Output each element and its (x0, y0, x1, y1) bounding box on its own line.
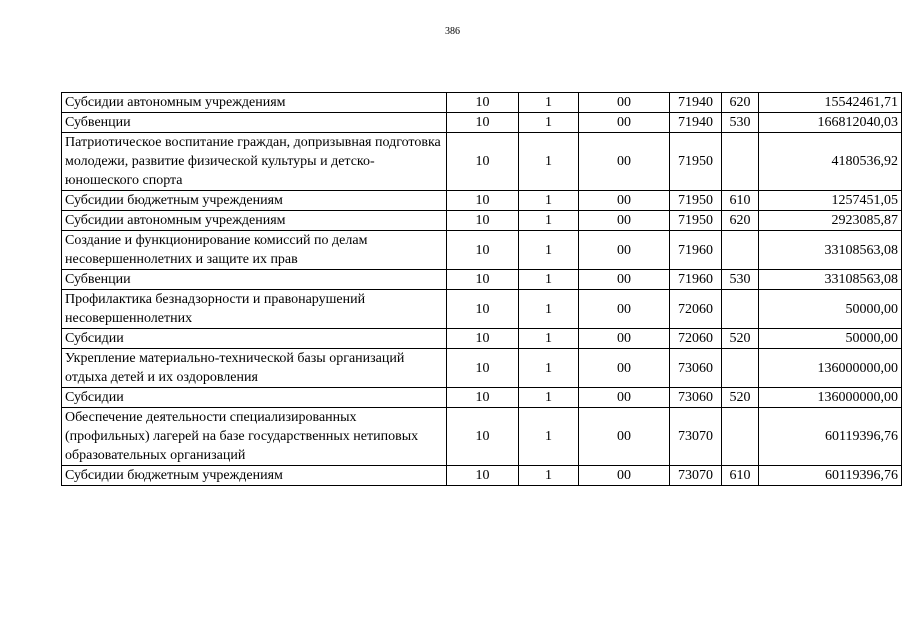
item-name: Субсидии бюджетным учреждениям (65, 468, 283, 483)
expense-type-code: 530 (729, 272, 751, 287)
target-code: 71950 (678, 213, 713, 228)
expense-type-cell (722, 133, 759, 191)
expense-type-cell (722, 270, 759, 290)
subsection-code: 1 (545, 360, 552, 376)
expense-type-code: 520 (729, 390, 751, 405)
program-code-cell (579, 329, 670, 349)
program-code: 00 (617, 115, 631, 130)
target-code-cell (670, 388, 722, 408)
expense-type-cell (722, 113, 759, 133)
item-name-cell (62, 113, 447, 133)
item-name-cell (62, 133, 447, 191)
amount-cell (759, 329, 902, 349)
section-code: 10 (475, 468, 490, 483)
target-code-cell (670, 191, 722, 211)
table-row (62, 113, 902, 133)
expense-type-code: 610 (729, 193, 751, 208)
program-code-cell (579, 388, 670, 408)
amount: 1257451,05 (831, 193, 898, 208)
item-name: Укрепление материально-технической базы организаций отдыха детей и их оздоровления (65, 351, 405, 385)
item-name-cell (62, 290, 447, 329)
target-code-cell (670, 408, 722, 466)
section-code: 10 (475, 301, 490, 317)
subsection-code-cell (519, 113, 579, 133)
section-code-cell (447, 466, 519, 486)
program-code-cell (579, 93, 670, 113)
program-code: 00 (617, 360, 631, 376)
subsection-code-cell (519, 290, 579, 329)
program-code-cell (579, 270, 670, 290)
target-code: 71940 (678, 95, 713, 110)
target-code: 72060 (678, 301, 713, 317)
item-name-cell (62, 329, 447, 349)
expense-type-cell (722, 388, 759, 408)
table-row (62, 211, 902, 231)
section-code-cell (447, 113, 519, 133)
item-name: Профилактика безнадзорности и правонарушений несовершеннолетних (65, 292, 366, 326)
amount: 166812040,03 (817, 115, 898, 130)
section-code-cell (447, 211, 519, 231)
item-name: Патриотическое воспитание граждан, допризывная подготовка молодежи, развитие физической культуры и детско-юношеского спорта (65, 135, 441, 188)
expense-type-cell (722, 211, 759, 231)
program-code: 00 (617, 154, 631, 169)
section-code-cell (447, 388, 519, 408)
target-code-cell (670, 133, 722, 191)
table-row (62, 408, 902, 466)
subsection-code: 1 (545, 390, 552, 405)
program-code: 00 (617, 468, 631, 483)
table-row (62, 290, 902, 329)
target-code: 73060 (678, 360, 713, 376)
expense-type-cell (722, 93, 759, 113)
amount-cell (759, 133, 902, 191)
target-code: 71960 (678, 242, 713, 258)
subsection-code-cell (519, 329, 579, 349)
subsection-code-cell (519, 191, 579, 211)
program-code: 00 (617, 242, 631, 258)
amount-cell (759, 93, 902, 113)
amount-cell (759, 231, 902, 270)
target-code-cell (670, 466, 722, 486)
amount-cell (759, 349, 902, 388)
subsection-code-cell (519, 270, 579, 290)
amount-cell (759, 388, 902, 408)
section-code: 10 (475, 429, 490, 444)
subsection-code: 1 (545, 272, 552, 287)
target-code-cell (670, 113, 722, 133)
program-code: 00 (617, 301, 631, 317)
subsection-code-cell (519, 211, 579, 231)
subsection-code: 1 (545, 193, 552, 208)
expense-type-cell (722, 329, 759, 349)
amount: 136000000,00 (817, 390, 898, 405)
program-code-cell (579, 113, 670, 133)
expense-type-cell (722, 290, 759, 329)
program-code: 00 (617, 429, 631, 444)
section-code-cell (447, 93, 519, 113)
target-code-cell (670, 270, 722, 290)
subsection-code-cell (519, 466, 579, 486)
amount: 4180536,92 (831, 154, 898, 169)
program-code-cell (579, 211, 670, 231)
subsection-code-cell (519, 388, 579, 408)
page-number: 386 (445, 26, 460, 37)
item-name: Субвенции (65, 272, 131, 287)
budget-table (61, 92, 902, 486)
program-code: 00 (617, 272, 631, 287)
program-code-cell (579, 408, 670, 466)
section-code: 10 (475, 272, 490, 287)
item-name: Субсидии автономным учреждениям (65, 95, 286, 110)
target-code-cell (670, 93, 722, 113)
item-name-cell (62, 349, 447, 388)
target-code: 73070 (678, 429, 713, 444)
section-code-cell (447, 408, 519, 466)
table-row (62, 133, 902, 191)
target-code: 72060 (678, 331, 713, 346)
amount: 15542461,71 (824, 95, 898, 110)
amount: 33108563,08 (824, 272, 898, 287)
section-code-cell (447, 290, 519, 329)
subsection-code-cell (519, 93, 579, 113)
section-code: 10 (475, 95, 490, 110)
item-name-cell (62, 231, 447, 270)
amount-cell (759, 211, 902, 231)
section-code-cell (447, 349, 519, 388)
amount: 2923085,87 (831, 213, 898, 228)
section-code-cell (447, 270, 519, 290)
section-code: 10 (475, 360, 490, 376)
amount-cell (759, 466, 902, 486)
item-name-cell (62, 211, 447, 231)
target-code: 71950 (678, 154, 713, 169)
subsection-code: 1 (545, 242, 552, 258)
item-name: Создание и функционирование комиссий по делам несовершеннолетних и защите их прав (65, 233, 368, 267)
subsection-code-cell (519, 349, 579, 388)
amount: 50000,00 (845, 301, 898, 317)
amount-cell (759, 408, 902, 466)
subsection-code: 1 (545, 301, 552, 317)
table-row (62, 349, 902, 388)
item-name: Субсидии (65, 390, 124, 405)
section-code: 10 (475, 242, 490, 258)
expense-type-cell (722, 231, 759, 270)
amount-cell (759, 270, 902, 290)
subsection-code: 1 (545, 429, 552, 444)
amount: 60119396,76 (825, 468, 898, 483)
expense-type-cell (722, 408, 759, 466)
expense-type-code: 530 (729, 115, 751, 130)
program-code-cell (579, 231, 670, 270)
section-code: 10 (475, 193, 490, 208)
item-name: Субсидии бюджетным учреждениям (65, 193, 283, 208)
table-row (62, 191, 902, 211)
subsection-code: 1 (545, 95, 552, 110)
section-code: 10 (475, 331, 490, 346)
table-row (62, 231, 902, 270)
table-row (62, 270, 902, 290)
item-name: Субсидии (65, 331, 124, 346)
item-name: Субсидии автономным учреждениям (65, 213, 286, 228)
target-code-cell (670, 231, 722, 270)
section-code-cell (447, 133, 519, 191)
expense-type-cell (722, 191, 759, 211)
target-code-cell (670, 211, 722, 231)
subsection-code: 1 (545, 115, 552, 130)
target-code: 71950 (678, 193, 713, 208)
expense-type-code: 620 (729, 95, 751, 110)
program-code-cell (579, 191, 670, 211)
table-row (62, 466, 902, 486)
target-code: 71940 (678, 115, 713, 130)
amount-cell (759, 191, 902, 211)
expense-type-cell (722, 466, 759, 486)
section-code: 10 (475, 390, 490, 405)
section-code-cell (447, 231, 519, 270)
subsection-code-cell (519, 231, 579, 270)
table-row (62, 93, 902, 113)
subsection-code: 1 (545, 154, 552, 169)
target-code: 73060 (678, 390, 713, 405)
program-code: 00 (617, 390, 631, 405)
table-row (62, 329, 902, 349)
item-name-cell (62, 191, 447, 211)
section-code: 10 (475, 213, 490, 228)
section-code: 10 (475, 115, 490, 130)
target-code: 73070 (678, 468, 713, 483)
program-code: 00 (617, 213, 631, 228)
subsection-code: 1 (545, 468, 552, 483)
expense-type-code: 610 (729, 468, 751, 483)
item-name: Обеспечение деятельности специализированных (профильных) лагерей на базе государственных нетиповых образовательных организаций (65, 410, 419, 463)
expense-type-cell (722, 349, 759, 388)
table-body (62, 93, 902, 486)
amount: 33108563,08 (824, 242, 898, 258)
expense-type-code: 520 (729, 331, 751, 346)
target-code: 71960 (678, 272, 713, 287)
section-code-cell (447, 329, 519, 349)
program-code: 00 (617, 331, 631, 346)
amount: 60119396,76 (825, 429, 898, 444)
program-code: 00 (617, 193, 631, 208)
program-code-cell (579, 349, 670, 388)
target-code-cell (670, 349, 722, 388)
subsection-code: 1 (545, 331, 552, 346)
item-name-cell (62, 93, 447, 113)
amount-cell (759, 290, 902, 329)
item-name-cell (62, 466, 447, 486)
expense-type-code: 620 (729, 213, 751, 228)
item-name-cell (62, 388, 447, 408)
target-code-cell (670, 290, 722, 329)
program-code: 00 (617, 95, 631, 110)
section-code-cell (447, 191, 519, 211)
amount-cell (759, 113, 902, 133)
target-code-cell (670, 329, 722, 349)
program-code-cell (579, 290, 670, 329)
item-name-cell (62, 270, 447, 290)
subsection-code-cell (519, 408, 579, 466)
item-name-cell (62, 408, 447, 466)
table-row (62, 388, 902, 408)
item-name: Субвенции (65, 115, 131, 130)
subsection-code-cell (519, 133, 579, 191)
program-code-cell (579, 133, 670, 191)
amount: 50000,00 (845, 331, 898, 346)
amount: 136000000,00 (817, 360, 898, 376)
section-code: 10 (475, 154, 490, 169)
subsection-code: 1 (545, 213, 552, 228)
program-code-cell (579, 466, 670, 486)
